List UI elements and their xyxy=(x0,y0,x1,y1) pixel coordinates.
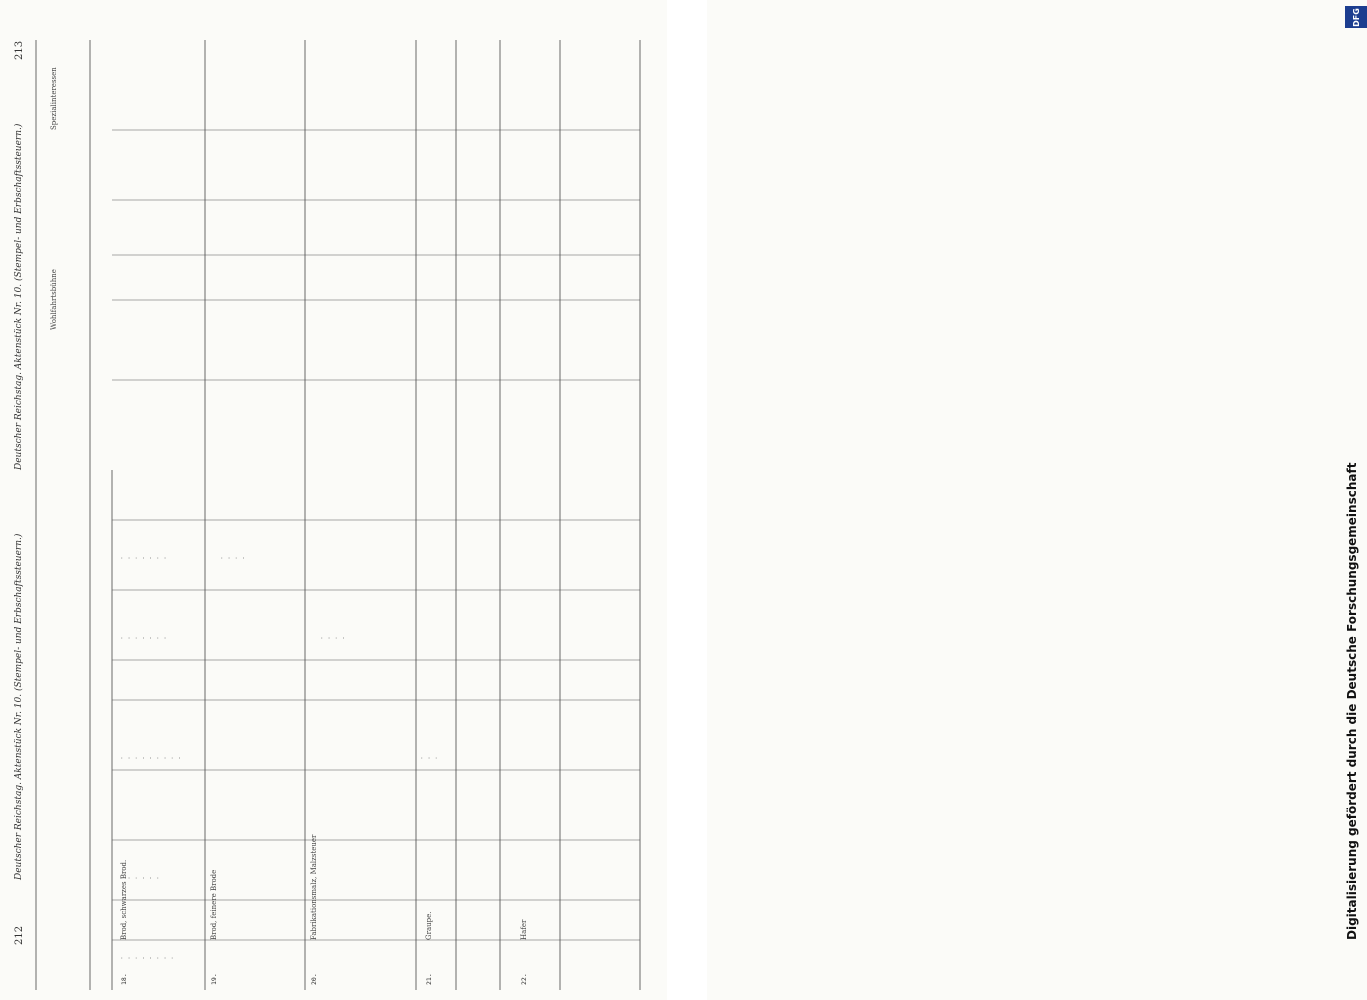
left-page-number: 212 xyxy=(14,925,25,945)
svg-text:· · · ·: · · · · xyxy=(220,555,246,562)
svg-text:· · · · · · ·: · · · · · · · xyxy=(120,635,167,642)
svg-text:· · · · · · · ·: · · · · · · · · xyxy=(120,955,175,962)
row-number: 22. xyxy=(520,973,528,985)
dfg-banner xyxy=(667,0,1361,1000)
row-label: Fabrikationsmalz, Malzsteuer xyxy=(310,834,318,940)
right-page-number: 213 xyxy=(14,40,25,60)
row-label: Brod, schwarzes Brod. xyxy=(120,859,128,940)
right-page-header: Deutscher Reichstag. Aktenstück Nr. 10. (Stempel- und Erbschaftssteuern.) xyxy=(14,123,24,470)
svg-text:· · · ·: · · · · xyxy=(320,635,346,642)
dfg-logo: DFG xyxy=(1345,6,1367,28)
row-number: 21. xyxy=(425,973,433,985)
row-number: 18. xyxy=(120,973,128,985)
dfg-notice: Digitalisierung gefördert durch die Deutsche Forschungsgemeinschaft xyxy=(1345,462,1359,940)
row-label: Brod, feinere Brode xyxy=(210,869,218,940)
svg-text:· · ·: · · · xyxy=(420,755,439,762)
svg-text:· · · · · · ·: · · · · · · · xyxy=(120,555,167,562)
section-header: Spezialinteressen xyxy=(50,67,58,130)
row-label: Graupe. xyxy=(425,911,433,940)
row-label: Hafer xyxy=(520,919,528,940)
svg-text:· · · · · · · · ·: · · · · · · · · · xyxy=(120,755,182,762)
row-number: 20. xyxy=(310,973,318,985)
left-page-header: Deutscher Reichstag. Aktenstück Nr. 10. (Stempel- und Erbschaftssteuern.) xyxy=(14,533,24,880)
row-number: 19. xyxy=(210,973,218,985)
svg-text:· · · · · ·: · · · · · · xyxy=(120,875,160,882)
section-header: Wohlfahrtsbühne xyxy=(50,269,58,330)
